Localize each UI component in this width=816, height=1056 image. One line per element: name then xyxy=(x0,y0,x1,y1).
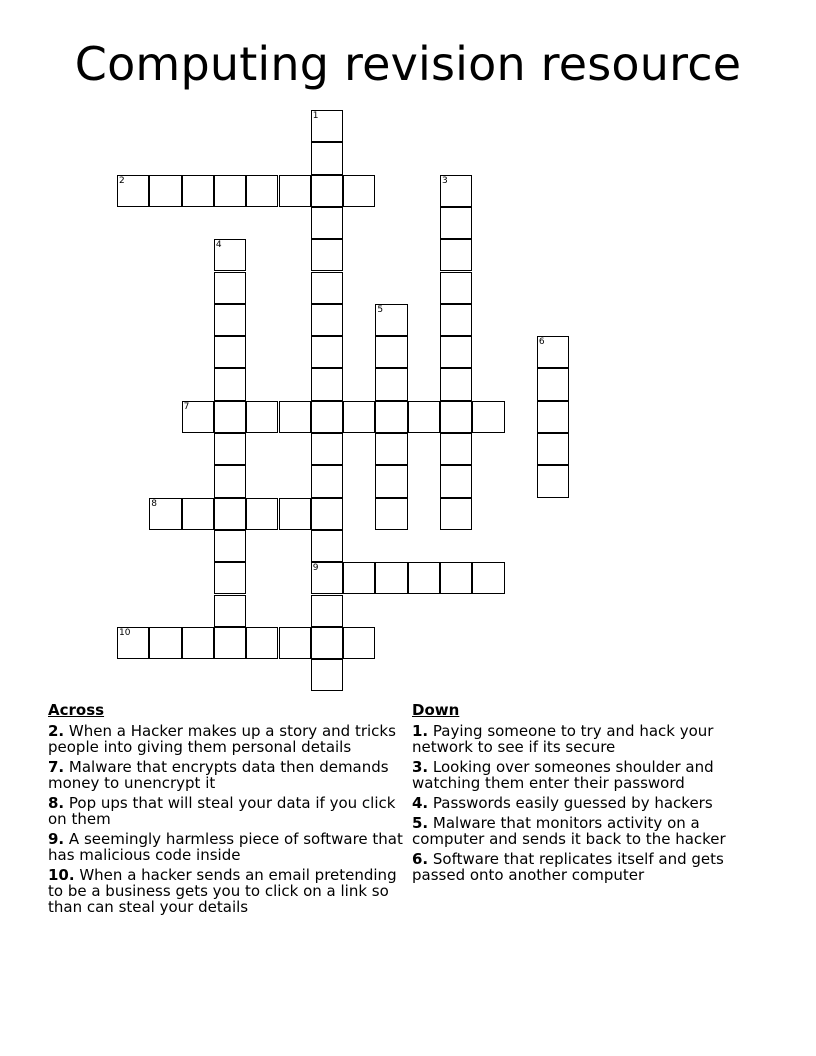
grid-cell[interactable] xyxy=(537,465,569,497)
grid-cell[interactable] xyxy=(311,465,343,497)
down-clue xyxy=(412,815,762,847)
clue-label: 9. xyxy=(48,830,65,848)
down-clue xyxy=(412,795,762,811)
clue-label: 4. xyxy=(412,794,429,812)
grid-cell[interactable] xyxy=(149,627,181,659)
down-clues xyxy=(412,701,762,887)
grid-cell[interactable] xyxy=(311,659,343,691)
grid-cell[interactable] xyxy=(311,336,343,368)
grid-cell[interactable] xyxy=(375,304,407,336)
grid-cell[interactable] xyxy=(311,595,343,627)
grid-cell[interactable] xyxy=(440,207,472,239)
clue-text: Malware that monitors activity on a computer and sends it back to the hacker xyxy=(412,814,726,848)
clue-label: 2. xyxy=(48,722,65,740)
grid-cell[interactable] xyxy=(311,142,343,174)
grid-cell[interactable] xyxy=(440,272,472,304)
grid-cell[interactable] xyxy=(214,336,246,368)
grid-cell[interactable] xyxy=(311,562,343,594)
grid-cell[interactable] xyxy=(375,465,407,497)
grid-cell[interactable] xyxy=(246,175,278,207)
grid-cell[interactable] xyxy=(279,175,311,207)
clue-label: 5. xyxy=(412,814,429,832)
grid-cell[interactable] xyxy=(537,336,569,368)
across-clue xyxy=(48,723,404,755)
grid-cell[interactable] xyxy=(279,401,311,433)
grid-cell[interactable] xyxy=(246,401,278,433)
grid-cell[interactable] xyxy=(408,562,440,594)
grid-cell[interactable] xyxy=(214,433,246,465)
grid-cell[interactable] xyxy=(311,627,343,659)
clue-number: 4 xyxy=(215,240,222,251)
grid-cell[interactable] xyxy=(375,368,407,400)
grid-cell[interactable] xyxy=(311,239,343,271)
grid-cell[interactable] xyxy=(214,562,246,594)
grid-cell[interactable] xyxy=(408,401,440,433)
clue-text: Looking over someones shoulder and watching them enter their password xyxy=(412,758,714,792)
grid-cell[interactable] xyxy=(375,562,407,594)
grid-cell[interactable] xyxy=(214,239,246,271)
clue-text: Passwords easily guessed by hackers xyxy=(428,794,713,812)
clue-text: When a hacker sends an email pretending to be a business gets you to click on a link so than can steal your details xyxy=(48,866,397,916)
across-clue xyxy=(48,795,404,827)
clue-number: 1 xyxy=(312,111,319,121)
grid-cell[interactable] xyxy=(537,433,569,465)
grid-cell[interactable] xyxy=(311,498,343,530)
grid-cell[interactable] xyxy=(311,433,343,465)
grid-cell[interactable] xyxy=(311,175,343,207)
grid-cell[interactable] xyxy=(214,175,246,207)
grid-cell[interactable] xyxy=(311,401,343,433)
grid-cell[interactable] xyxy=(246,627,278,659)
grid-cell[interactable] xyxy=(343,175,375,207)
clue-text: Malware that encrypts data then demands money to unencrypt it xyxy=(48,758,389,792)
grid-cell[interactable] xyxy=(375,336,407,368)
down-clue xyxy=(412,723,762,755)
grid-cell[interactable] xyxy=(440,401,472,433)
grid-cell[interactable] xyxy=(472,562,504,594)
grid-cell[interactable] xyxy=(149,175,181,207)
across-clue xyxy=(48,867,404,915)
grid-cell[interactable] xyxy=(311,530,343,562)
across-list xyxy=(48,723,404,915)
grid-cell[interactable] xyxy=(343,562,375,594)
grid-cell[interactable] xyxy=(214,530,246,562)
clue-label: 3. xyxy=(412,758,429,776)
grid-cell[interactable] xyxy=(214,465,246,497)
grid-cell[interactable] xyxy=(375,433,407,465)
grid-cell[interactable] xyxy=(537,368,569,400)
grid-cell[interactable] xyxy=(311,368,343,400)
grid-cell[interactable] xyxy=(440,433,472,465)
grid-cell[interactable] xyxy=(182,498,214,530)
grid-cell[interactable] xyxy=(440,498,472,530)
clue-number: 3 xyxy=(442,175,448,186)
down-clue xyxy=(412,759,762,791)
grid-cell[interactable] xyxy=(182,175,214,207)
grid-cell[interactable] xyxy=(375,498,407,530)
grid-cell[interactable] xyxy=(311,272,343,304)
grid-cell[interactable] xyxy=(279,498,311,530)
grid-cell[interactable] xyxy=(440,304,472,336)
grid-cell[interactable] xyxy=(311,304,343,336)
grid-cell[interactable] xyxy=(440,336,472,368)
across-heading: Across xyxy=(48,701,105,719)
down-clue xyxy=(412,851,762,883)
grid-cell[interactable] xyxy=(343,627,375,659)
down-heading: Down xyxy=(412,701,460,719)
grid-cell[interactable] xyxy=(440,239,472,271)
grid-cell[interactable] xyxy=(440,465,472,497)
across-clue xyxy=(48,831,404,863)
clue-label: 8. xyxy=(48,794,65,812)
grid-cell[interactable] xyxy=(440,368,472,400)
across-clue xyxy=(48,759,404,791)
grid-cell[interactable] xyxy=(117,175,149,207)
grid-cell[interactable] xyxy=(149,498,181,530)
grid-cell[interactable] xyxy=(214,272,246,304)
clue-text: A seemingly harmless piece of software that has malicious code inside xyxy=(48,830,403,864)
clue-text: When a Hacker makes up a story and tricks people into giving them personal details xyxy=(48,722,396,756)
clue-label: 10. xyxy=(48,866,75,884)
clue-number: 9 xyxy=(312,563,319,574)
clue-label: 6. xyxy=(412,850,429,868)
down-list xyxy=(412,723,762,883)
grid-cell[interactable] xyxy=(279,627,311,659)
grid-cell[interactable] xyxy=(246,498,278,530)
grid-cell[interactable] xyxy=(214,368,246,400)
grid-cell[interactable] xyxy=(214,401,246,433)
clue-number: 10 xyxy=(119,627,131,638)
clue-number: 8 xyxy=(151,498,158,509)
clue-text: Paying someone to try and hack your network to see if its secure xyxy=(412,722,714,756)
page-title: Computing revision resource xyxy=(74,37,742,91)
clue-text: Software that replicates itself and gets passed onto another computer xyxy=(412,850,724,884)
grid-cell[interactable] xyxy=(311,207,343,239)
grid-cell[interactable] xyxy=(375,401,407,433)
grid-cell[interactable] xyxy=(214,498,246,530)
clue-number: 6 xyxy=(538,337,545,348)
grid-cell[interactable] xyxy=(214,595,246,627)
clue-label: 7. xyxy=(48,758,65,776)
grid-cell[interactable] xyxy=(214,304,246,336)
clue-label: 1. xyxy=(412,722,429,740)
grid-cell[interactable] xyxy=(440,175,472,207)
grid-cell[interactable] xyxy=(311,110,343,142)
across-clues xyxy=(48,701,404,919)
grid-cell[interactable] xyxy=(472,401,504,433)
grid-cell[interactable] xyxy=(117,627,149,659)
clue-number: 7 xyxy=(183,401,190,412)
grid-cell[interactable] xyxy=(343,401,375,433)
clue-number: 5 xyxy=(377,304,384,315)
grid-cell[interactable] xyxy=(214,627,246,659)
grid-cell[interactable] xyxy=(537,401,569,433)
clue-text: Pop ups that will steal your data if you click on them xyxy=(48,794,396,828)
clue-number: 2 xyxy=(119,175,125,186)
grid-cell[interactable] xyxy=(440,562,472,594)
grid-cell[interactable] xyxy=(182,627,214,659)
grid-cell[interactable] xyxy=(182,401,214,433)
